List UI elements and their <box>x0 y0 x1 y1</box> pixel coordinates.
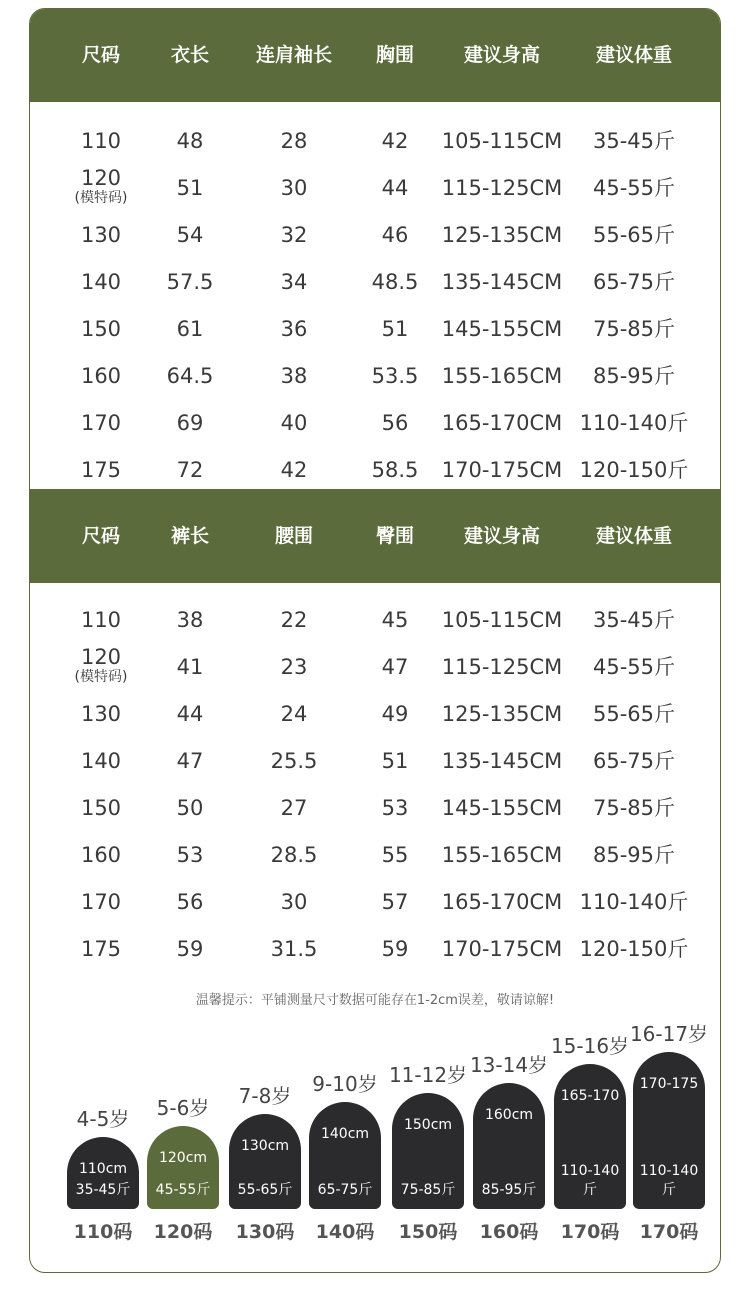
table-cell: 115-125CM <box>441 655 563 679</box>
table-cell: 175 <box>80 937 122 961</box>
table-cell: 48 <box>176 129 204 153</box>
table-row <box>30 785 720 832</box>
height-label: 120cm <box>158 1150 208 1166</box>
table-cell: 110 <box>80 129 122 153</box>
header-cell: 建议体重 <box>595 525 673 547</box>
header-cell: 建议体重 <box>595 44 673 66</box>
height-label: 110cm <box>78 1161 128 1177</box>
height-label: 130cm <box>240 1138 290 1154</box>
table-cell: 51 <box>381 317 409 341</box>
table-cell: 150 <box>80 317 122 341</box>
table-cell: 28 <box>280 129 308 153</box>
height-label: 140cm <box>320 1126 370 1142</box>
table-cell: 85-95斤 <box>592 364 676 388</box>
table-cell: 155-165CM <box>441 843 563 867</box>
weight-label: 110-140斤 <box>639 1163 699 1198</box>
table-cell: 170-175CM <box>441 458 563 482</box>
table-cell: 38 <box>280 364 308 388</box>
table-cell: 170 <box>80 411 122 435</box>
table-cell: 140 <box>80 270 122 294</box>
table-cell: 165-170CM <box>441 411 563 435</box>
size-dome <box>229 1114 301 1209</box>
table-cell: 105-115CM <box>441 608 563 632</box>
table-header <box>30 489 720 583</box>
table-cell: 75-85斤 <box>592 796 676 820</box>
table-cell: 51 <box>176 176 204 200</box>
table-cell: 120-150斤 <box>579 458 689 482</box>
size-dome <box>473 1083 545 1209</box>
table-row <box>30 212 720 259</box>
size-value: 120 <box>80 645 122 669</box>
age-label: 4-5岁 <box>76 1107 130 1131</box>
table-cell: 65-75斤 <box>592 270 676 294</box>
weight-label: 65-75斤 <box>317 1182 373 1198</box>
height-label: 160cm <box>484 1107 534 1123</box>
size-code-label: 170码 <box>639 1221 699 1243</box>
weight-label: 75-85斤 <box>400 1182 456 1198</box>
table-cell: 32 <box>280 223 308 247</box>
table-cell: 53.5 <box>371 364 419 388</box>
table-cell: 23 <box>280 655 308 679</box>
size-code-label: 110码 <box>73 1221 133 1243</box>
weight-label: 85-95斤 <box>481 1182 537 1198</box>
table-cell: 170 <box>80 890 122 914</box>
table-cell: 110-140斤 <box>579 411 689 435</box>
size-code-label: 150码 <box>398 1221 458 1243</box>
table-cell: 105-115CM <box>441 129 563 153</box>
table-cell: 47 <box>381 655 409 679</box>
size-value: 120 <box>80 166 122 190</box>
header-cell: 胸围 <box>375 44 415 66</box>
table-cell: 75-85斤 <box>592 317 676 341</box>
table-cell: 30 <box>280 890 308 914</box>
table-header <box>30 8 720 102</box>
table-cell: 110-140斤 <box>579 890 689 914</box>
table-row <box>30 306 720 353</box>
table-row <box>30 353 720 400</box>
height-label: 150cm <box>403 1117 453 1133</box>
table-cell: 44 <box>381 176 409 200</box>
height-label: 165-170 <box>560 1088 620 1104</box>
header-cell: 连肩袖长 <box>255 44 333 66</box>
table-cell: 57.5 <box>166 270 214 294</box>
header-cell: 尺码 <box>81 44 121 66</box>
table-cell <box>75 646 128 693</box>
table-cell: 51 <box>381 749 409 773</box>
table-cell: 130 <box>80 702 122 726</box>
height-label: 170-175 <box>639 1076 699 1092</box>
table-cell: 47 <box>176 749 204 773</box>
table-cell: 140 <box>80 749 122 773</box>
model-size-note: (模特码) <box>74 190 128 206</box>
table-cell: 31.5 <box>270 937 318 961</box>
table-cell: 28.5 <box>270 843 318 867</box>
table-row <box>30 738 720 785</box>
table-row <box>30 597 720 644</box>
age-label: 16-17岁 <box>629 1022 709 1046</box>
table-cell: 72 <box>176 458 204 482</box>
size-code-label: 130码 <box>235 1221 295 1243</box>
table-cell: 55-65斤 <box>592 702 676 726</box>
table-cell: 56 <box>381 411 409 435</box>
size-code-label: 140码 <box>315 1221 375 1243</box>
table-cell: 27 <box>280 796 308 820</box>
table-row <box>30 879 720 926</box>
age-label: 15-16岁 <box>550 1034 630 1058</box>
table-row <box>30 447 720 494</box>
table-cell: 56 <box>176 890 204 914</box>
table-cell: 35-45斤 <box>592 129 676 153</box>
age-label: 7-8岁 <box>238 1084 292 1108</box>
header-cell: 臀围 <box>375 525 415 547</box>
table-cell: 59 <box>176 937 204 961</box>
weight-label: 110-140斤 <box>560 1163 620 1198</box>
weight-label: 55-65斤 <box>237 1182 293 1198</box>
table-cell: 160 <box>80 364 122 388</box>
weight-label: 35-45斤 <box>75 1182 131 1198</box>
table-cell: 135-145CM <box>441 749 563 773</box>
table-cell: 110 <box>80 608 122 632</box>
table-cell: 145-155CM <box>441 796 563 820</box>
table-cell: 34 <box>280 270 308 294</box>
size-code-label: 160码 <box>479 1221 539 1243</box>
table-cell: 175 <box>80 458 122 482</box>
size-dome <box>67 1137 139 1209</box>
table-cell: 53 <box>381 796 409 820</box>
size-dome <box>633 1052 705 1209</box>
table-cell: 42 <box>280 458 308 482</box>
table-cell: 69 <box>176 411 204 435</box>
table-cell <box>75 167 128 214</box>
weight-label: 45-55斤 <box>155 1182 211 1198</box>
table-cell: 61 <box>176 317 204 341</box>
table-cell: 165-170CM <box>441 890 563 914</box>
table-cell: 54 <box>176 223 204 247</box>
table-cell: 48.5 <box>371 270 419 294</box>
table-cell: 135-145CM <box>441 270 563 294</box>
table-cell: 35-45斤 <box>592 608 676 632</box>
table-cell: 57 <box>381 890 409 914</box>
table-row <box>30 832 720 879</box>
table-row <box>30 644 720 691</box>
model-size-note: (模特码) <box>74 669 128 685</box>
size-code-label: 120码 <box>153 1221 213 1243</box>
table-row <box>30 400 720 447</box>
table-row <box>30 259 720 306</box>
table-cell: 38 <box>176 608 204 632</box>
table-cell: 85-95斤 <box>592 843 676 867</box>
table-cell: 30 <box>280 176 308 200</box>
size-dome <box>309 1102 381 1209</box>
size-code-label: 170码 <box>560 1221 620 1243</box>
table-cell: 130 <box>80 223 122 247</box>
table-cell: 125-135CM <box>441 223 563 247</box>
table-row <box>30 165 720 212</box>
size-dome <box>554 1064 626 1209</box>
table-row <box>30 118 720 165</box>
table-cell: 41 <box>176 655 204 679</box>
table-cell: 36 <box>280 317 308 341</box>
table-cell: 45-55斤 <box>592 176 676 200</box>
age-label: 13-14岁 <box>469 1053 549 1077</box>
table-cell: 40 <box>280 411 308 435</box>
table-cell: 42 <box>381 129 409 153</box>
table-cell: 125-135CM <box>441 702 563 726</box>
table-cell: 115-125CM <box>441 176 563 200</box>
table-cell: 170-175CM <box>441 937 563 961</box>
table-cell: 24 <box>280 702 308 726</box>
table-cell: 64.5 <box>166 364 214 388</box>
table-cell: 25.5 <box>270 749 318 773</box>
table-row <box>30 691 720 738</box>
table-cell: 65-75斤 <box>592 749 676 773</box>
table-cell: 59 <box>381 937 409 961</box>
table-cell: 55-65斤 <box>592 223 676 247</box>
table-cell: 50 <box>176 796 204 820</box>
header-cell: 裤长 <box>170 525 210 547</box>
table-row <box>30 926 720 973</box>
table-cell: 44 <box>176 702 204 726</box>
header-cell: 尺码 <box>81 525 121 547</box>
header-cell: 衣长 <box>170 44 210 66</box>
age-label: 9-10岁 <box>312 1072 378 1096</box>
table-cell: 55 <box>381 843 409 867</box>
header-cell: 建议身高 <box>463 44 541 66</box>
table-cell: 58.5 <box>371 458 419 482</box>
table-cell: 45-55斤 <box>592 655 676 679</box>
header-cell: 建议身高 <box>463 525 541 547</box>
size-dome <box>392 1093 464 1209</box>
table-cell: 150 <box>80 796 122 820</box>
table-cell: 46 <box>381 223 409 247</box>
age-label: 5-6岁 <box>156 1096 210 1120</box>
table-cell: 53 <box>176 843 204 867</box>
table-cell: 155-165CM <box>441 364 563 388</box>
measurement-tip: 温馨提示：平铺测量尺寸数据可能存在1-2cm误差，敬请谅解! <box>195 993 555 1008</box>
table-cell: 49 <box>381 702 409 726</box>
table-cell: 22 <box>280 608 308 632</box>
table-cell: 145-155CM <box>441 317 563 341</box>
table-cell: 120-150斤 <box>579 937 689 961</box>
header-cell: 腰围 <box>274 525 314 547</box>
age-label: 11-12岁 <box>388 1063 468 1087</box>
size-chart-card <box>29 8 721 1273</box>
table-cell: 45 <box>381 608 409 632</box>
size-dome <box>147 1126 219 1209</box>
table-cell: 160 <box>80 843 122 867</box>
